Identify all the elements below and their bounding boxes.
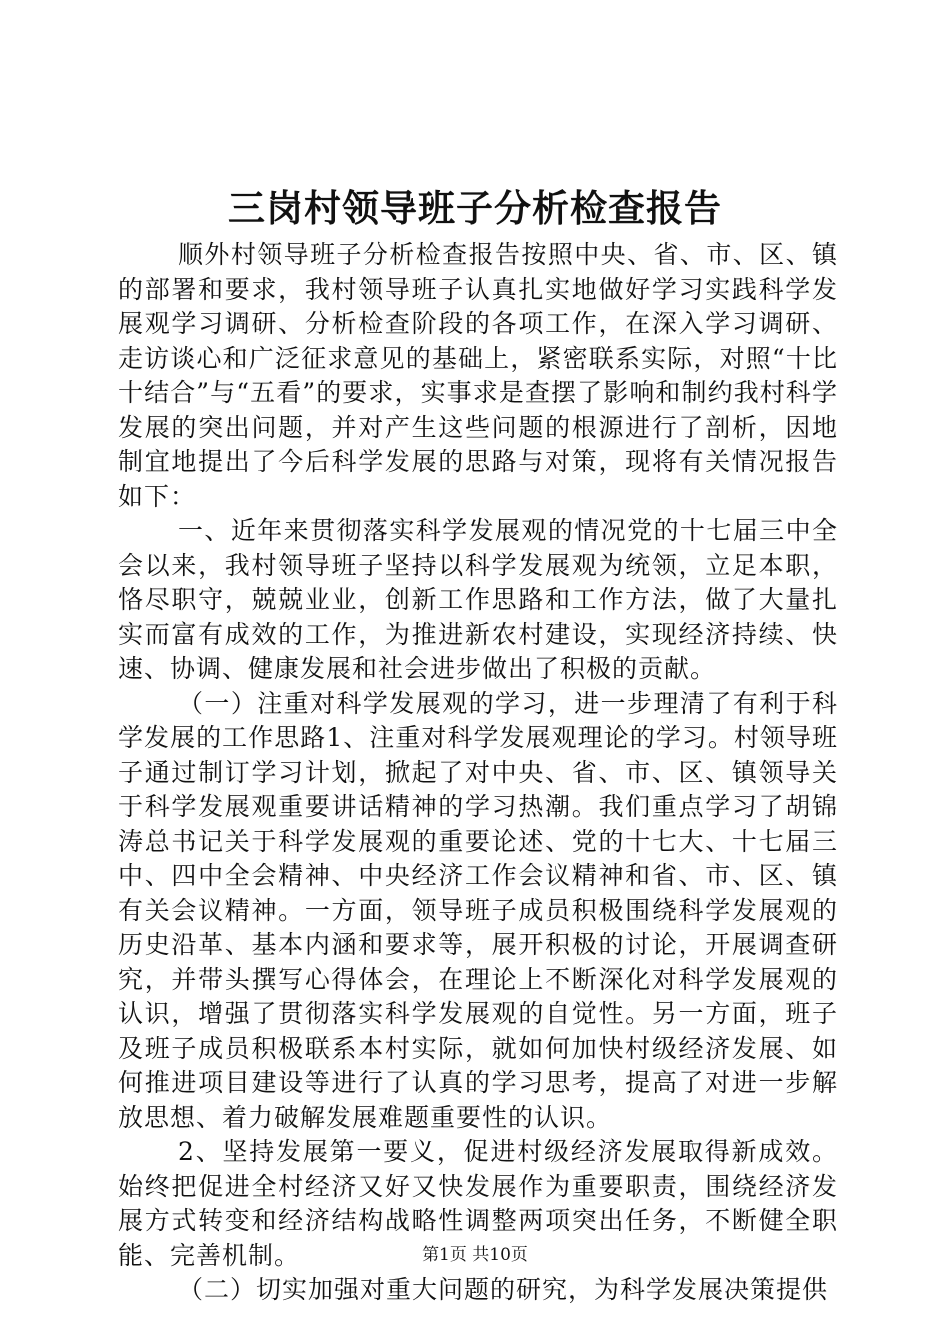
paragraph-intro: 顺外村领导班子分析检查报告按照中央、省、市、区、镇的部署和要求，我村领导班子认真扎实地做好学习实践科学发展观学习调研、分析检查阶段的各项工作，在深入学习调研、走访谈心和广泛征求意见的基础上，紧密联系实际，对照“十比十结合”与“五看”的要求，实事求是查摆了影响和制约我村科学发展的突出问题，并对产生这些问题的根源进行了剖析，因地制宜地提出了今后科学发展的思路与对策，现将有关情况报告如下： bbox=[118, 240, 838, 511]
paragraph-subsection-one: （一）注重对科学发展观的学习，进一步理清了有利于科学发展的工作思路1、注重对科学发展观理论的学习。村领导班子通过制订学习计划，掀起了对中央、省、市、区、镇领导关于科学发展观重要讲话精神的学习热潮。我们重点学习了胡锦涛总书记关于科学发展观的重要论述、党的十七大、十七届三中、四中全会精神、中央经济工作会议精神和省、市、区、镇有关会议精神。一方面，领导班子成员积极围绕科学发展观的历史沿革、基本内涵和要求等，展开积极的讨论，开展调查研究，并带头撰写心得体会，在理论上不断深化对科学发展观的认识，增强了贯彻落实科学发展观的自觉性。另一方面，班子及班子成员积极联系本村实际，就如何加快村级经济发展、如何推进项目建设等进行了认真的学习思考，提高了对进一步解放思想、着力破解发展难题重要性的认识。 bbox=[118, 688, 838, 1132]
paragraph-subsection-two: （二）切实加强对重大问题的研究，为科学发展决策提供 bbox=[178, 1275, 829, 1304]
page-number-footer: 第1页 共10页 bbox=[422, 1245, 528, 1265]
paragraph-point-two: 2、坚持发展第一要义，促进村级经济发展取得新成效。始终把促进全村经济又好又快发展作为重要职责，围绕经济发展方式转变和经济结构战略性调整两项突出任务，不断健全职能、完善机制。 bbox=[118, 1137, 838, 1270]
paragraph-section-one: 一、近年来贯彻落实科学发展观的情况党的十七届三中全会以来，我村领导班子坚持以科学发展观为统领，立足本职，恪尽职守，兢兢业业，创新工作思路和工作方法，做了大量扎实而富有成效的工作，为推进新农村建设，实现经济持续、快速、协调、健康发展和社会进步做出了积极的贡献。 bbox=[118, 516, 838, 683]
document-body bbox=[118, 238, 838, 1308]
document-title: 三岗村领导班子分析检查报告 bbox=[228, 186, 722, 230]
